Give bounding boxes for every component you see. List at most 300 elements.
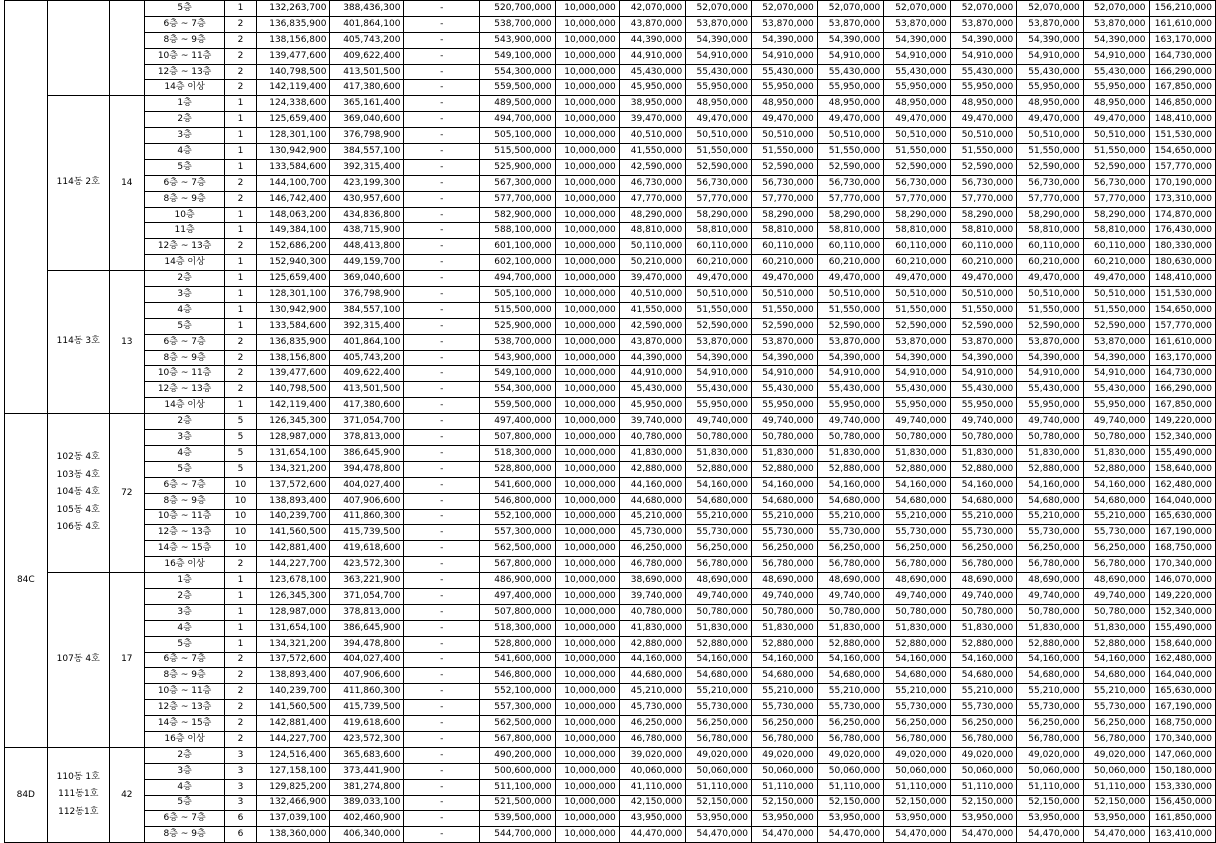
value-cell: 582,900,000	[480, 207, 555, 223]
value-cell: 54,910,000	[1017, 366, 1084, 382]
value-cell: 126,345,300	[256, 414, 330, 430]
value-cell: 45,950,000	[619, 80, 686, 96]
value-cell: 2	[225, 382, 256, 398]
value-cell: 411,860,300	[330, 684, 404, 700]
value-cell: 371,054,700	[330, 588, 404, 604]
value-cell: 50,510,000	[1017, 287, 1084, 303]
value-cell: 541,600,000	[480, 477, 555, 493]
table-row	[5, 573, 1216, 589]
table-row	[5, 223, 1216, 239]
value-cell: 54,680,000	[1017, 668, 1084, 684]
value-cell: 49,470,000	[752, 271, 818, 287]
value-cell: 156,450,000	[1149, 795, 1215, 811]
value-cell: 55,730,000	[752, 700, 818, 716]
value-cell: 538,700,000	[480, 334, 555, 350]
floor-cell: 2층	[144, 414, 225, 430]
value-cell: 494,700,000	[480, 112, 555, 128]
value-cell: 53,870,000	[1083, 16, 1149, 32]
value-cell: 52,880,000	[1083, 636, 1149, 652]
value-cell: 51,550,000	[817, 302, 884, 318]
value-cell: 52,070,000	[686, 1, 752, 17]
value-cell: 10,000,000	[555, 620, 619, 636]
value-cell: 53,870,000	[884, 16, 951, 32]
value-cell: 55,430,000	[817, 64, 884, 80]
value-cell: 562,500,000	[480, 541, 555, 557]
value-cell: 56,250,000	[752, 716, 818, 732]
value-cell: -	[404, 16, 480, 32]
value-cell: 49,470,000	[884, 112, 951, 128]
value-cell: 51,550,000	[752, 302, 818, 318]
value-cell: 54,680,000	[1083, 493, 1149, 509]
value-cell: 2	[225, 32, 256, 48]
value-cell: 52,590,000	[950, 318, 1017, 334]
value-cell: 53,870,000	[817, 16, 884, 32]
value-cell: 51,110,000	[950, 779, 1017, 795]
value-cell: -	[404, 493, 480, 509]
value-cell: 49,020,000	[686, 747, 752, 763]
value-cell: 40,780,000	[619, 430, 686, 446]
table-row	[5, 64, 1216, 80]
value-cell: 56,780,000	[950, 731, 1017, 747]
value-cell: 163,170,000	[1149, 32, 1215, 48]
value-cell: -	[404, 287, 480, 303]
value-cell: 155,490,000	[1149, 445, 1215, 461]
value-cell: -	[404, 731, 480, 747]
value-cell: 52,590,000	[686, 318, 752, 334]
value-cell: 50,510,000	[817, 287, 884, 303]
value-cell: 10,000,000	[555, 350, 619, 366]
value-cell: 2	[225, 334, 256, 350]
value-cell: -	[404, 716, 480, 732]
value-cell: 50,510,000	[752, 128, 818, 144]
value-cell: 49,470,000	[950, 271, 1017, 287]
value-cell: 52,590,000	[884, 159, 951, 175]
value-cell: 50,780,000	[752, 430, 818, 446]
value-cell: 151,530,000	[1149, 128, 1215, 144]
value-cell: 48,290,000	[619, 207, 686, 223]
value-cell: 48,690,000	[686, 573, 752, 589]
value-cell: 154,650,000	[1149, 144, 1215, 160]
value-cell: 10,000,000	[555, 302, 619, 318]
value-cell: 10,000,000	[555, 509, 619, 525]
value-cell: 55,210,000	[752, 509, 818, 525]
value-cell: 49,740,000	[752, 588, 818, 604]
value-cell: 54,910,000	[884, 48, 951, 64]
value-cell: 10,000,000	[555, 541, 619, 557]
value-cell: 49,740,000	[752, 414, 818, 430]
value-cell: 54,680,000	[686, 493, 752, 509]
value-cell: 51,830,000	[817, 445, 884, 461]
value-cell: 56,250,000	[884, 541, 951, 557]
value-cell: 60,210,000	[1017, 255, 1084, 271]
value-cell: 378,813,000	[330, 430, 404, 446]
value-cell: 56,250,000	[817, 541, 884, 557]
value-cell: 170,340,000	[1149, 557, 1215, 573]
value-cell: 51,550,000	[884, 144, 951, 160]
value-cell: -	[404, 144, 480, 160]
value-cell: 45,430,000	[619, 382, 686, 398]
value-cell: 170,340,000	[1149, 731, 1215, 747]
value-cell: 2	[225, 731, 256, 747]
value-cell: 55,430,000	[752, 64, 818, 80]
value-cell: 53,950,000	[686, 811, 752, 827]
value-cell: 55,210,000	[884, 684, 951, 700]
value-cell: 55,950,000	[686, 80, 752, 96]
value-cell: 54,470,000	[950, 827, 1017, 843]
value-cell: 6	[225, 811, 256, 827]
value-cell: 51,550,000	[686, 144, 752, 160]
value-cell: 57,770,000	[884, 191, 951, 207]
value-cell: 55,730,000	[950, 525, 1017, 541]
value-cell: 51,830,000	[950, 620, 1017, 636]
value-cell: 180,330,000	[1149, 239, 1215, 255]
value-cell: 54,910,000	[1083, 366, 1149, 382]
value-cell: 56,780,000	[752, 557, 818, 573]
value-cell: 51,550,000	[1017, 144, 1084, 160]
value-cell: 166,290,000	[1149, 64, 1215, 80]
table-row	[5, 128, 1216, 144]
value-cell: 1	[225, 318, 256, 334]
value-cell: 10,000,000	[555, 779, 619, 795]
value-cell: 52,590,000	[817, 159, 884, 175]
value-cell: 170,190,000	[1149, 175, 1215, 191]
value-cell: 419,618,600	[330, 541, 404, 557]
value-cell: 2	[225, 239, 256, 255]
value-cell: 138,156,800	[256, 350, 330, 366]
value-cell: 52,880,000	[817, 636, 884, 652]
value-cell: 58,810,000	[1017, 223, 1084, 239]
unit-count-cell: 42	[109, 747, 144, 842]
value-cell: 166,290,000	[1149, 382, 1215, 398]
value-cell: 49,740,000	[884, 414, 951, 430]
value-cell: 54,680,000	[884, 668, 951, 684]
value-cell: 50,780,000	[884, 430, 951, 446]
value-cell: -	[404, 477, 480, 493]
value-cell: 50,060,000	[817, 763, 884, 779]
value-cell: 50,780,000	[752, 604, 818, 620]
value-cell: 58,810,000	[752, 223, 818, 239]
table-row	[5, 747, 1216, 763]
value-cell: 52,590,000	[884, 318, 951, 334]
value-cell: 515,500,000	[480, 302, 555, 318]
value-cell: 53,870,000	[1083, 334, 1149, 350]
dong-label: 112동1호	[58, 806, 99, 817]
value-cell: 58,290,000	[817, 207, 884, 223]
value-cell: 60,210,000	[752, 255, 818, 271]
value-cell: 562,500,000	[480, 716, 555, 732]
value-cell: 124,516,400	[256, 747, 330, 763]
value-cell: 50,510,000	[884, 128, 951, 144]
value-cell: 55,730,000	[686, 525, 752, 541]
value-cell: 53,950,000	[950, 811, 1017, 827]
value-cell: 53,950,000	[884, 811, 951, 827]
table-row	[5, 716, 1216, 732]
value-cell: 10,000,000	[555, 668, 619, 684]
floor-cell: 14층 이상	[144, 80, 225, 96]
value-cell: 54,910,000	[950, 48, 1017, 64]
value-cell: 2	[225, 684, 256, 700]
value-cell: 134,321,200	[256, 461, 330, 477]
value-cell: 50,780,000	[1083, 430, 1149, 446]
floor-cell: 4층	[144, 779, 225, 795]
value-cell: 57,770,000	[686, 191, 752, 207]
value-cell: 500,600,000	[480, 763, 555, 779]
value-cell: 54,160,000	[1017, 652, 1084, 668]
value-cell: 56,250,000	[950, 541, 1017, 557]
value-cell: 125,659,400	[256, 112, 330, 128]
value-cell: 54,680,000	[686, 668, 752, 684]
unit-count-cell: 13	[109, 271, 144, 414]
table-row	[5, 493, 1216, 509]
value-cell: 10,000,000	[555, 716, 619, 732]
value-cell: 164,040,000	[1149, 668, 1215, 684]
value-cell: 52,880,000	[686, 461, 752, 477]
value-cell: 10	[225, 493, 256, 509]
value-cell: 52,880,000	[1083, 461, 1149, 477]
value-cell: 56,780,000	[686, 731, 752, 747]
value-cell: -	[404, 414, 480, 430]
value-cell: 58,290,000	[950, 207, 1017, 223]
value-cell: 56,730,000	[1017, 175, 1084, 191]
value-cell: 164,040,000	[1149, 493, 1215, 509]
value-cell: 55,950,000	[1083, 80, 1149, 96]
value-cell: 10,000,000	[555, 64, 619, 80]
value-cell: 10,000,000	[555, 588, 619, 604]
value-cell: 55,210,000	[1083, 684, 1149, 700]
value-cell: 51,830,000	[950, 445, 1017, 461]
floor-cell: 5층	[144, 1, 225, 17]
value-cell: 55,430,000	[950, 64, 1017, 80]
value-cell: 41,550,000	[619, 302, 686, 318]
value-cell: 49,740,000	[1083, 414, 1149, 430]
value-cell: 2	[225, 668, 256, 684]
table-row	[5, 144, 1216, 160]
value-cell: 54,390,000	[1017, 350, 1084, 366]
value-cell: 54,680,000	[950, 493, 1017, 509]
table-row	[5, 271, 1216, 287]
table-row	[5, 239, 1216, 255]
value-cell: 54,470,000	[884, 827, 951, 843]
value-cell: 55,950,000	[817, 398, 884, 414]
value-cell: 60,110,000	[1017, 239, 1084, 255]
value-cell: 55,730,000	[1017, 700, 1084, 716]
value-cell: 50,510,000	[686, 128, 752, 144]
value-cell: 423,572,300	[330, 731, 404, 747]
value-cell: 56,780,000	[1083, 731, 1149, 747]
value-cell: 10,000,000	[555, 557, 619, 573]
value-cell: 51,110,000	[1017, 779, 1084, 795]
value-cell: 486,900,000	[480, 573, 555, 589]
value-cell: 54,470,000	[1017, 827, 1084, 843]
table-row	[5, 525, 1216, 541]
value-cell: 38,690,000	[619, 573, 686, 589]
value-cell: 50,780,000	[1017, 430, 1084, 446]
dong-label: 107동 4호	[56, 654, 100, 665]
value-cell: 507,800,000	[480, 604, 555, 620]
value-cell: 40,510,000	[619, 128, 686, 144]
value-cell: 43,870,000	[619, 334, 686, 350]
value-cell: 577,700,000	[480, 191, 555, 207]
table-row	[5, 255, 1216, 271]
floor-cell: 16층 이상	[144, 731, 225, 747]
value-cell: 5	[225, 461, 256, 477]
table-row	[5, 461, 1216, 477]
value-cell: 43,950,000	[619, 811, 686, 827]
price-table	[4, 0, 1216, 843]
value-cell: 54,390,000	[752, 350, 818, 366]
value-cell: 2	[225, 557, 256, 573]
value-cell: 55,950,000	[1083, 398, 1149, 414]
value-cell: 56,250,000	[1083, 541, 1149, 557]
value-cell: 136,835,900	[256, 334, 330, 350]
value-cell: 46,250,000	[619, 541, 686, 557]
value-cell: 50,510,000	[1083, 287, 1149, 303]
value-cell: 51,550,000	[1017, 302, 1084, 318]
value-cell: 48,690,000	[1017, 573, 1084, 589]
value-cell: 384,557,100	[330, 144, 404, 160]
value-cell: 10,000,000	[555, 827, 619, 843]
value-cell: 10,000,000	[555, 207, 619, 223]
value-cell: 140,239,700	[256, 509, 330, 525]
value-cell: 5	[225, 430, 256, 446]
value-cell: 54,910,000	[884, 366, 951, 382]
value-cell: 6	[225, 827, 256, 843]
value-cell: 2	[225, 350, 256, 366]
dong-label: 110동 1호	[56, 771, 100, 782]
value-cell: 54,470,000	[1083, 827, 1149, 843]
value-cell: 55,950,000	[686, 398, 752, 414]
dong-label: 104동 4호	[56, 487, 100, 498]
value-cell: 49,020,000	[1017, 747, 1084, 763]
value-cell: 53,870,000	[884, 334, 951, 350]
value-cell: 51,830,000	[686, 620, 752, 636]
value-cell: 52,880,000	[817, 461, 884, 477]
value-cell: 1	[225, 636, 256, 652]
value-cell: 51,110,000	[884, 779, 951, 795]
value-cell: 52,590,000	[817, 318, 884, 334]
value-cell: 49,470,000	[950, 112, 1017, 128]
value-cell: 50,060,000	[752, 763, 818, 779]
value-cell: 45,210,000	[619, 509, 686, 525]
value-cell: 50,060,000	[950, 763, 1017, 779]
value-cell: 49,740,000	[1083, 588, 1149, 604]
value-cell: 10,000,000	[555, 159, 619, 175]
value-cell: 50,780,000	[686, 430, 752, 446]
value-cell: 417,380,600	[330, 398, 404, 414]
dong-cell	[47, 271, 109, 414]
value-cell: 42,590,000	[619, 159, 686, 175]
floor-cell: 12층 ~ 13층	[144, 239, 225, 255]
value-cell: 51,110,000	[686, 779, 752, 795]
value-cell: 55,210,000	[950, 509, 1017, 525]
value-cell: 423,572,300	[330, 557, 404, 573]
value-cell: 386,645,900	[330, 445, 404, 461]
floor-cell: 14층 ~ 15층	[144, 541, 225, 557]
value-cell: 41,110,000	[619, 779, 686, 795]
unit-count-cell: 72	[109, 414, 144, 573]
value-cell: 10,000,000	[555, 747, 619, 763]
value-cell: 55,210,000	[950, 684, 1017, 700]
value-cell: -	[404, 398, 480, 414]
value-cell: 415,739,500	[330, 700, 404, 716]
value-cell: 389,033,100	[330, 795, 404, 811]
price-table-body	[5, 1, 1216, 843]
value-cell: 44,160,000	[619, 477, 686, 493]
value-cell: 376,798,900	[330, 128, 404, 144]
value-cell: 49,020,000	[884, 747, 951, 763]
value-cell: 55,430,000	[752, 382, 818, 398]
value-cell: 55,950,000	[752, 80, 818, 96]
value-cell: 411,860,300	[330, 509, 404, 525]
value-cell: 55,730,000	[686, 700, 752, 716]
value-cell: 50,780,000	[817, 430, 884, 446]
value-cell: 521,500,000	[480, 795, 555, 811]
value-cell: 557,300,000	[480, 525, 555, 541]
value-cell: -	[404, 239, 480, 255]
value-cell: 163,170,000	[1149, 350, 1215, 366]
value-cell: 528,800,000	[480, 461, 555, 477]
value-cell: 140,239,700	[256, 684, 330, 700]
value-cell: -	[404, 366, 480, 382]
value-cell: 149,220,000	[1149, 414, 1215, 430]
value-cell: -	[404, 461, 480, 477]
value-cell: 51,550,000	[817, 144, 884, 160]
value-cell: 60,110,000	[686, 239, 752, 255]
value-cell: 147,060,000	[1149, 747, 1215, 763]
floor-cell: 8층 ~ 9층	[144, 827, 225, 843]
value-cell: 47,770,000	[619, 191, 686, 207]
value-cell: 54,160,000	[1017, 477, 1084, 493]
value-cell: -	[404, 763, 480, 779]
value-cell: 413,501,500	[330, 382, 404, 398]
table-row	[5, 588, 1216, 604]
value-cell: 140,798,500	[256, 64, 330, 80]
floor-cell: 2층	[144, 271, 225, 287]
dong-label: 106동 4호	[56, 522, 100, 533]
value-cell: -	[404, 525, 480, 541]
value-cell: 55,950,000	[884, 80, 951, 96]
table-row	[5, 557, 1216, 573]
value-cell: 40,510,000	[619, 287, 686, 303]
value-cell: 10,000,000	[555, 398, 619, 414]
value-cell: 144,100,700	[256, 175, 330, 191]
value-cell: 415,739,500	[330, 525, 404, 541]
value-cell: 54,160,000	[1083, 652, 1149, 668]
value-cell: 51,830,000	[752, 445, 818, 461]
value-cell: 406,340,000	[330, 827, 404, 843]
value-cell: 10	[225, 541, 256, 557]
value-cell: 54,160,000	[817, 652, 884, 668]
value-cell: 48,950,000	[752, 96, 818, 112]
value-cell: 53,870,000	[1017, 16, 1084, 32]
value-cell: 55,730,000	[1083, 700, 1149, 716]
value-cell: 131,654,100	[256, 445, 330, 461]
value-cell: 49,020,000	[1083, 747, 1149, 763]
value-cell: 50,060,000	[884, 763, 951, 779]
value-cell: 60,110,000	[817, 239, 884, 255]
value-cell: 49,740,000	[950, 414, 1017, 430]
value-cell: 56,780,000	[752, 731, 818, 747]
value-cell: 42,880,000	[619, 636, 686, 652]
value-cell: 52,070,000	[1083, 1, 1149, 17]
value-cell: 10,000,000	[555, 684, 619, 700]
value-cell: 157,770,000	[1149, 159, 1215, 175]
value-cell: 54,470,000	[686, 827, 752, 843]
value-cell: 50,510,000	[1083, 128, 1149, 144]
value-cell: 60,110,000	[884, 239, 951, 255]
value-cell: 52,070,000	[752, 1, 818, 17]
value-cell: 53,870,000	[686, 16, 752, 32]
